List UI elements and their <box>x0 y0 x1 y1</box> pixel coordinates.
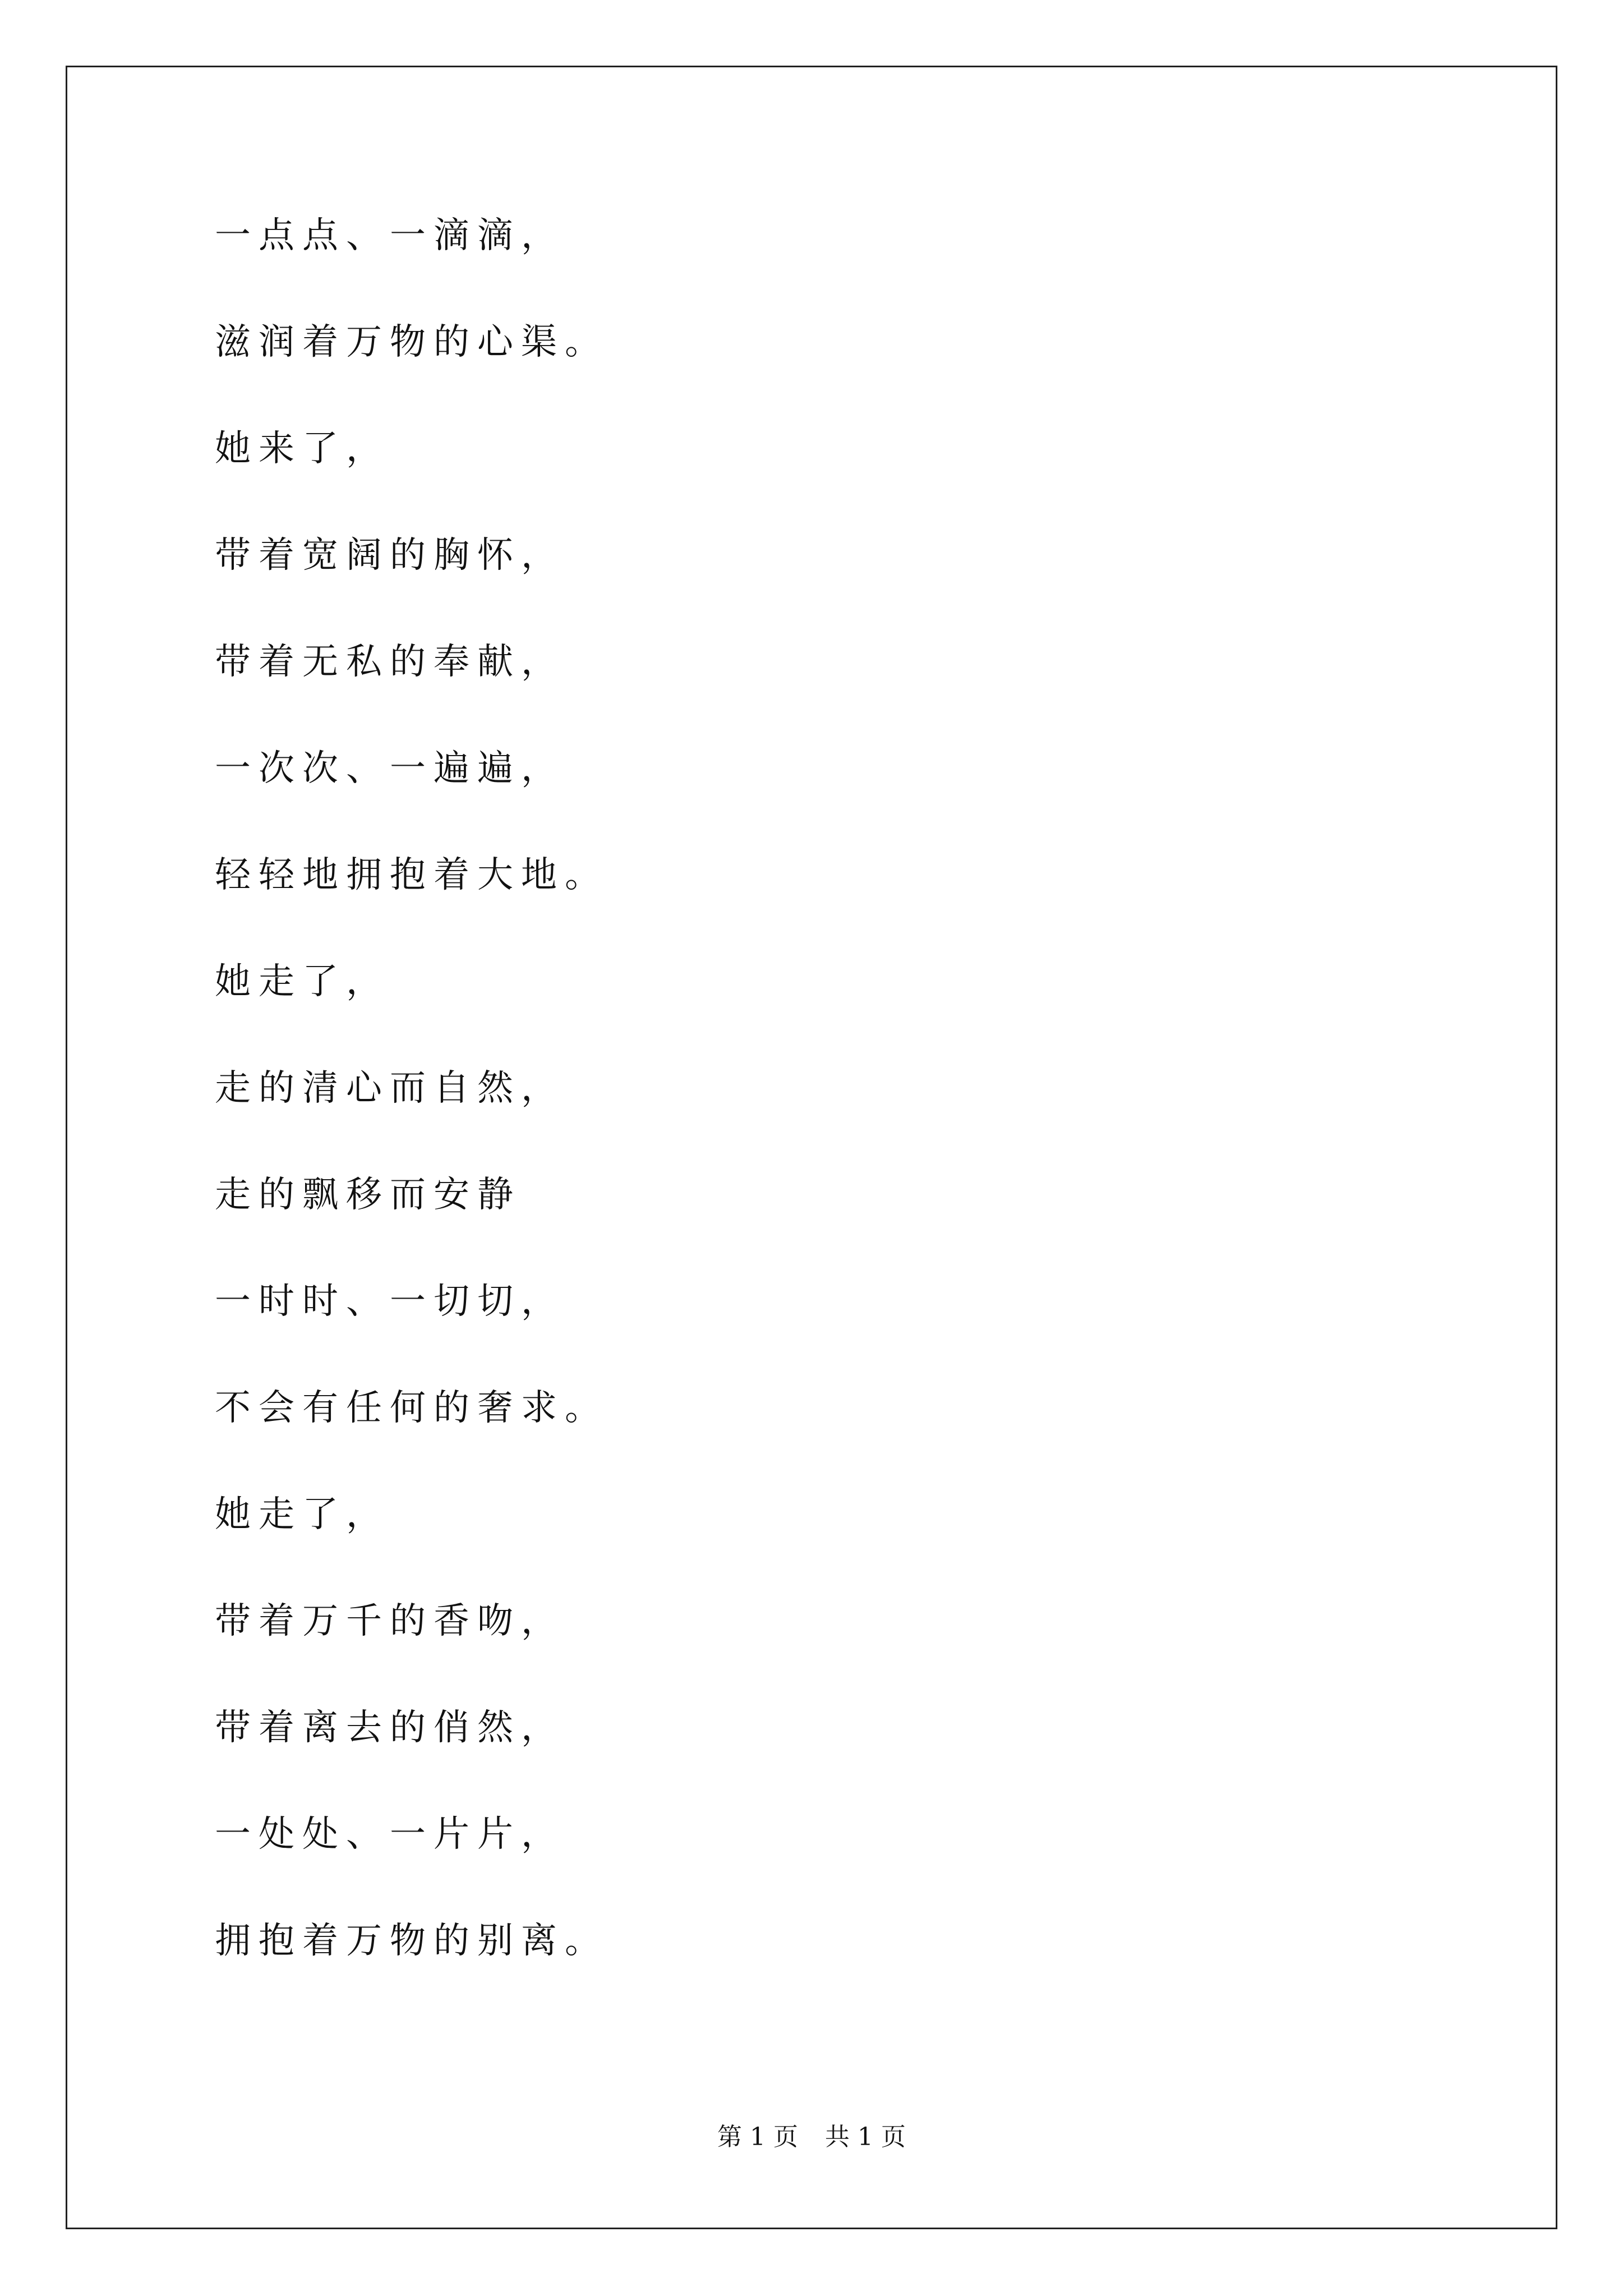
page-total: 共 1 页 <box>825 2123 906 2151</box>
poem-line: 走的飘移而安静 <box>215 1174 521 1216</box>
poem-line: 一处处、一片片， <box>215 1814 565 1855</box>
poem-line: 她走了， <box>215 1494 390 1535</box>
page-number: 第 1 页 <box>717 2123 798 2151</box>
poem-line: 轻轻地拥抱着大地。 <box>215 854 608 896</box>
poem-line: 她来了， <box>215 428 390 470</box>
poem-line: 带着离去的俏然， <box>215 1707 565 1749</box>
poem-line: 一次次、一遍遍， <box>215 748 565 789</box>
poem-line: 带着万千的香吻， <box>215 1600 565 1642</box>
poem-line: 滋润着万物的心渠。 <box>215 321 608 363</box>
poem-line: 带着宽阔的胸怀， <box>215 535 565 576</box>
poem-line: 拥抱着万物的别离。 <box>215 1920 608 1962</box>
page-border <box>66 66 1557 2229</box>
poem-line: 不会有任何的奢求。 <box>215 1387 608 1429</box>
page-footer <box>0 2122 1623 2153</box>
poem-line: 她走了， <box>215 961 390 1002</box>
poem-line: 一时时、一切切， <box>215 1281 565 1322</box>
poem-line: 带着无私的奉献， <box>215 641 565 683</box>
poem-line: 走的清心而自然， <box>215 1068 565 1109</box>
poem-line: 一点点、一滴滴， <box>215 215 565 256</box>
